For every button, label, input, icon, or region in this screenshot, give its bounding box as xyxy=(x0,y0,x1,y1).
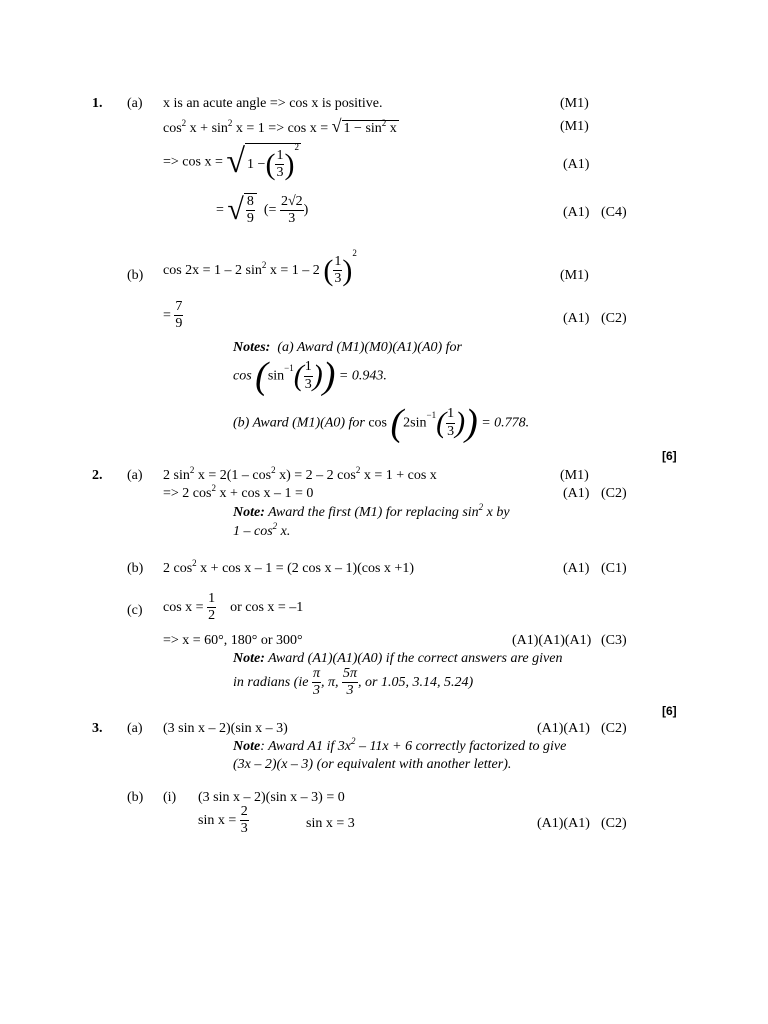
q3a-line1-c: (C2) xyxy=(601,721,627,736)
q1a-line4-mark: (A1) xyxy=(563,205,590,220)
q1-notes-a: Notes: (a) Award (M1)(M0)(A1)(A0) for xyxy=(233,340,463,355)
q3-note-line2: (3x – 2)(x – 3) (or equivalent with another letter). xyxy=(233,757,512,772)
q2c-line1: cos x = $\frac{1}{2}$ or cos x = –1 xyxy=(163,591,304,624)
q1b-line2: = $\frac{7}{9}$ xyxy=(163,299,183,332)
q2-note2-line1: Note: Award (A1)(A1)(A0) if the correct answers are given xyxy=(233,651,563,666)
q1-number: 1. xyxy=(92,96,103,111)
q3-number: 3. xyxy=(92,721,103,736)
q3b-line2-right: sin x = 3 xyxy=(306,816,355,831)
q2c-line2-mark: (A1)(A1)(A1) xyxy=(512,633,592,648)
q1b-line2-mark: (A1) xyxy=(563,311,590,326)
q1a-line2: $\cos^2 x + \sin^2 x = 1 => \cos x$ = √ $1 - \sin^2 x$ xyxy=(163,116,397,136)
q2-note2-line2: in radians (ie $\frac{\pi}{3}$ , π, $\frac{5\pi}{3}$ , or 1.05, 3.14, 5.24) xyxy=(233,666,474,699)
q1-notes-a-expr: $\cos (\sin^{-1}$( $\frac{1}{3}$ )) = 0.943. xyxy=(233,355,387,397)
q1a-line2-mark: (M1) xyxy=(560,119,589,134)
q2b-line1-mark: (A1) xyxy=(563,561,590,576)
q1b-line1: cos 2x = 1 – 2 $\sin^2 x = 1 - 2$ ( $\frac{1}{3}$ )$^2$ xyxy=(163,248,357,287)
q1a-label: (a) xyxy=(127,96,143,111)
q1a-line1: x is an acute angle => cos x is positive. xyxy=(163,96,383,111)
q3b-line2-mark: (A1)(A1) xyxy=(537,816,590,831)
q2-number: 2. xyxy=(92,468,103,483)
q1b-line1-mark: (M1) xyxy=(560,268,589,283)
q1b-label: (b) xyxy=(127,268,144,283)
q1b-line2-c: (C2) xyxy=(601,311,627,326)
q1a-line3-mark: (A1) xyxy=(563,157,590,172)
q2a-label: (a) xyxy=(127,468,143,483)
q2b-label: (b) xyxy=(127,561,144,576)
q2-note-line1: Note: Award the first (M1) for replacing $\sin^2 x$ by xyxy=(233,502,510,520)
q1-total-marks: [6] xyxy=(662,449,677,463)
radical-icon: √ xyxy=(227,193,244,227)
q2b-line1-c: (C1) xyxy=(601,561,627,576)
q2c-line2: => x = 60°, 180° or 300° xyxy=(163,633,303,648)
q2c-label: (c) xyxy=(127,603,143,618)
q3bi-label: (i) xyxy=(163,790,177,805)
q3-note-line1: Note: Award A1 if $3x^2 - 11x + 6$ correctly factorized to give xyxy=(233,736,567,754)
q2a-line2: => 2 $\cos^2 x + \cos x - 1 = 0$ xyxy=(163,483,314,501)
q2a-line2-c: (C2) xyxy=(601,486,627,501)
q2a-line2-mark: (A1) xyxy=(563,486,590,501)
q2a-line1: 2 $\sin^2 x = 2(1 - \cos^2 x) = 2 - 2$ $\cos^2 x = 1 + \cos x$ xyxy=(163,465,437,483)
q3b-line1: (3 sin x – 2)(sin x – 3) = 0 xyxy=(198,790,345,805)
q1a-line3: => cos x = √ 1 −( $\frac{1}{3}$ )$^2$ xyxy=(163,142,299,181)
radical-icon: √ xyxy=(331,116,342,136)
q2b-line1: 2 $\cos^2 x + \cos x - 1 = (2$ cos x – 1)(cos x +1) xyxy=(163,558,414,576)
q2a-line1-mark: (M1) xyxy=(560,468,589,483)
q1a-line4: = √ $\frac{8}{9}$ (= $\frac{2√2}{3}$ ) xyxy=(216,193,309,227)
q2c-line2-c: (C3) xyxy=(601,633,627,648)
q3b-label: (b) xyxy=(127,790,144,805)
q1-notes-b: (b) Award (M1)(A0) for $\cos (2\sin^{-1}$( $\frac{1}{3}$ )) = 0.778. xyxy=(233,402,530,444)
q2-note-line2: $1 - \cos^2 x$. xyxy=(233,521,291,539)
q1a-line1-mark: (M1) xyxy=(560,96,589,111)
q2-total-marks: [6] xyxy=(662,704,677,718)
radical-icon: √ xyxy=(226,143,246,181)
q1a-line4-c: (C4) xyxy=(601,205,627,220)
q3b-line2-c: (C2) xyxy=(601,816,627,831)
q3a-line1: (3 sin x – 2)(sin x – 3) xyxy=(163,721,288,736)
q3a-line1-mark: (A1)(A1) xyxy=(537,721,590,736)
q3b-line2: sin x = $\frac{2}{3}$ xyxy=(198,804,248,837)
q3a-label: (a) xyxy=(127,721,143,736)
